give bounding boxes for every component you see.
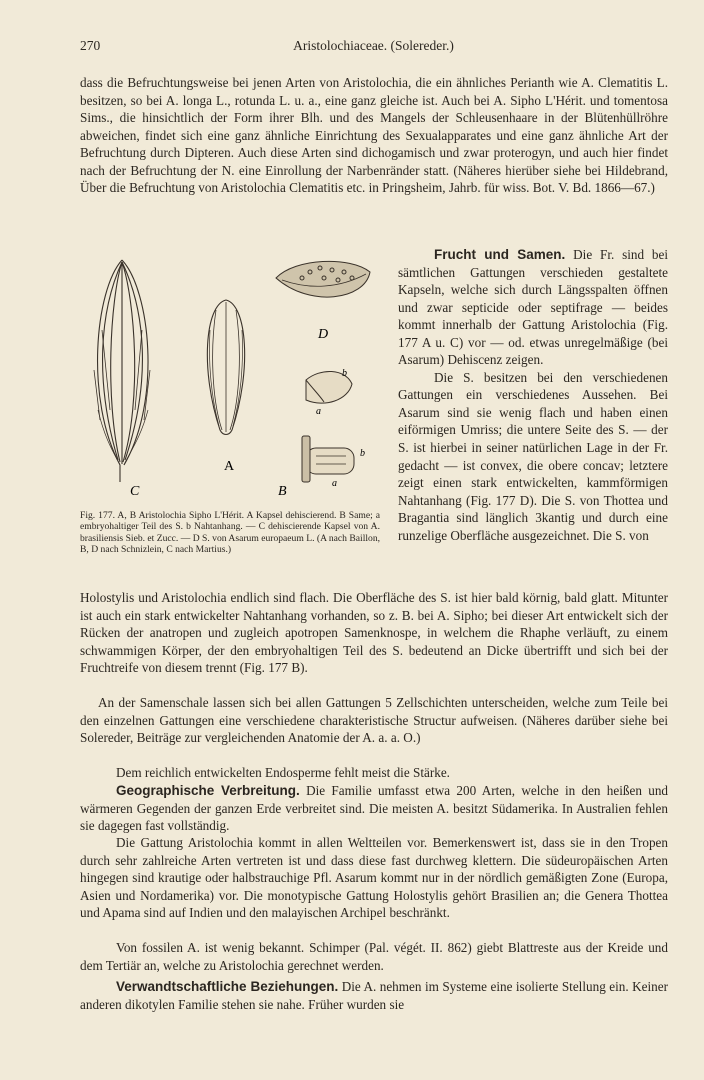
geo-text-1: Die Familie umfasst etwa 200 Arten, welche in den heißen und wärmeren Gegenden der ganzen Erde verbreitet sind. Die meisten A. besitzt Südamerika. In Australien fehlen sie dagegen fast vollständig.: [80, 783, 669, 833]
page-number: 270: [80, 38, 101, 53]
label-c: C: [130, 484, 140, 498]
seed-d-drawing: [276, 261, 370, 297]
frucht-paragraph-4: An der Samenschale lassen sich bei allen Gattungen 5 Zellschichten unterscheiden, welche zum Teile bei den einzelnen Gattungen eine verschiedene charakteristische Structur aufweisen. (Näheres darüber siehe bei Solereder, Beiträge zur vergleichenden Anatomie der A. a. a. O.): [80, 695, 668, 745]
geo-paragraph-1: [80, 782, 668, 835]
label-small-b2: b: [360, 448, 365, 459]
capsule-a-drawing: [207, 300, 244, 435]
intro-paragraph: dass die Befruchtungsweise bei jenen Arten von Aristolochia, die ein ähnliches Perianth wie A. Clematitis L. besitzen, so bei A. longa L., rotunda L. u. a., eine ganz gleiche ist. Auch bei A. Sipho L'Hérit. und tomentosa Sims., die hinsichtlich der Form ihrer Blh. und des Mangels der Schleusenhaare in der Blütenhüllröhre abweichen, findet sich eine ganz ähnliche Einrichtung des Sexualapparates und eine ganz ähnliche Art der Befruchtung durch Dipteren. Auch diese Arten sind dichogamisch und zwar proterogyn, und auch hier findet nach der Befruchtung der N. eine Einrollung der Narbenränder statt. (Näheres hierüber siehe bei Hildebrand, Über die Befruchtung von Aristolochia Clematitis etc. in Pringsheim, Jahrb. für wiss. Bot. V. Bd. 1866—67.): [80, 75, 668, 195]
frucht-paragraph-3: Holostylis und Aristolochia endlich sind flach. Die Oberfläche des S. ist hier bald körnig, bald glatt. Mitunter ist auch ein stark entwickelter Nahtanhang vorhanden, so z. B. bei A. Sipho; bei dieser Art entwickelt sich der Rücken der anatropen und zugleich apotropen Samenknospe, in welchem die Rhaphe verläuft, zu einem schwammigen Körper, der den embryohaltigen Teil des S. bedeutend an Dicke übertrifft und sich bei der Fruchtreife von diesem trennt (Fig. 177 B).: [80, 590, 668, 675]
frucht-text-1: Die Fr. sind bei sämtlichen Gattungen verschieden gestaltete Kapseln, welche sich durch Längsspalten öffnen und zwar septicide oder septifrage — beides kommt innerhalb der Gattung Aristolochia (Fig. 177 A u. C) vor — od. etwas unregelmäßige (bei Asarum) Dehiscenz zeigen.: [398, 247, 668, 368]
verw-heading: Verwandtschaftliche Beziehungen.: [116, 979, 339, 994]
label-d: D: [318, 327, 329, 342]
verw-paragraph-1: [80, 978, 668, 1013]
geo-paragraph-3: Von fossilen A. ist wenig bekannt. Schimper (Pal. végét. II. 862) giebt Blattreste aus der Kreide und dem Tertiär an, welche zu Aristolochia gerechnet werden.: [80, 940, 668, 973]
figure-177: [80, 250, 390, 498]
capsule-c-drawing: [94, 260, 150, 482]
geo-paragraph-2: Die Gattung Aristolochia kommt in allen Weltteilen vor. Bemerkenswert ist, dass sie in den Tropen durch sehr zahlreiche Arten vertreten ist und dass diese fast durchweg klettern. Die südeuropäischen Arten hingegen sind krautige oder halbstrauchige Pfl. Asarum kommt nur in der nördlich gemäßigten Zone (Europa, Asien und Nordamerika) vor. Die monotypische Gattung Holostylis gehört Brasilien an; die Genera Thottea und Apama sind auf Indien und den malayischen Archipel beschränkt.: [80, 835, 668, 920]
frucht-paragraph-2: Die S. besitzen bei den verschiedenen Gattungen ein verschiedenes Aussehen. Bei Asarum sind sie wenig flach und haben einen eiförmigen Umriss; die untere Seite des S. — der S. ist hierbei in seiner natürlichen Lage in der Fr. gedacht — ist convex, die obere concav; letztere zeigt einen stark entwickelten, kammförmigen Nahtanhang (Fig. 177 D). Die S. von Thottea und Bragantia sind länglich 3kantig und durch eine runzelige Oberfläche ausgezeichnet. Die S. von: [398, 369, 668, 543]
running-title: Aristolochiaceae. (Solereder.): [293, 38, 454, 53]
figure-caption: Fig. 177. A, B Aristolochia Sipho L'Hérit. A Kapsel dehiscierend. B Same; a embryohaltiger Teil des S. b Nahtanhang. — C dehiscierende Kapsel von A. brasiliensis Sieb. et Zucc. — D S. von Asarum europaeum L. (A nach Baillon, B, D nach Schnizlein, C nach Martius.): [80, 509, 381, 556]
label-small-a2: a: [332, 478, 337, 489]
label-a: A: [224, 459, 235, 474]
page-header: [80, 38, 667, 58]
label-small-b1: b: [342, 368, 347, 379]
frucht-paragraph-1: [398, 246, 668, 369]
right-column-text: [398, 246, 668, 544]
label-b: B: [278, 484, 287, 498]
geo-heading: Geographische Verbreitung.: [116, 783, 300, 798]
frucht-heading: Frucht und Samen.: [434, 247, 566, 262]
frucht-paragraph-5: Dem reichlich entwickelten Endosperme fehlt meist die Stärke.: [116, 765, 450, 780]
label-small-a1: a: [316, 406, 321, 417]
verw-text-1: Die A. nehmen im Systeme eine isolierte Stellung ein. Keiner anderen dikotylen Familie stehen sie nahe. Früher wurden sie: [80, 979, 668, 1012]
figure-illustration: [80, 250, 390, 498]
seed-b-drawing: [302, 371, 354, 482]
